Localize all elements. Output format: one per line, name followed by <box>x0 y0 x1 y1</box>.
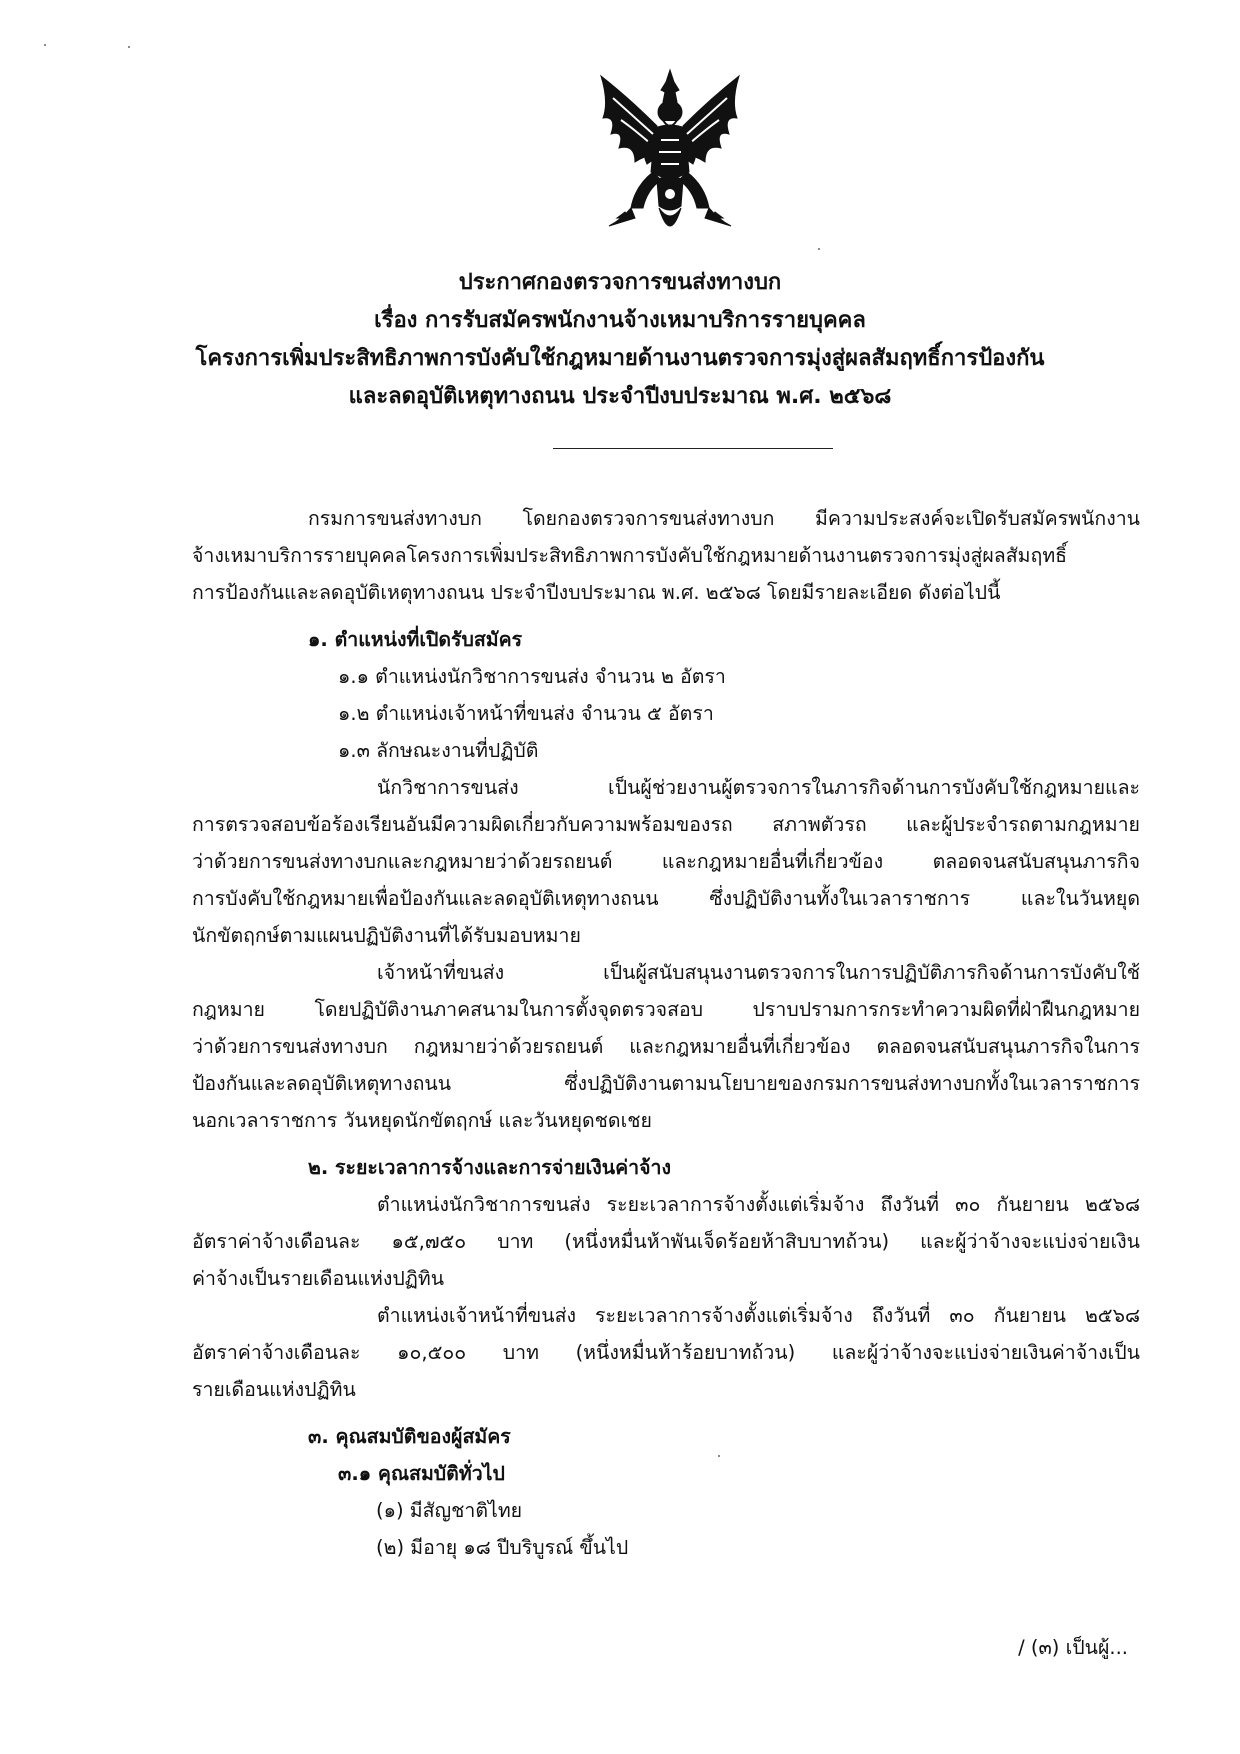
section-3-heading: ๓. คุณสมบัติของผู้สมัคร <box>308 1425 511 1448</box>
garuda-emblem-icon <box>595 68 745 246</box>
duty-transport-staff-line-3: ว่าด้วยการขนส่งทางบก กฎหมายว่าด้วยรถยนต์ และกฎหมายอื่นที่เกี่ยวข้อง ตลอดจนสนับสนุนภารกิจในการ <box>192 1035 1140 1058</box>
qualification-item-1: (๑) มีสัญชาติไทย <box>376 1499 523 1522</box>
announcement-title: ประกาศกองตรวจการขนส่งทางบก <box>458 270 782 295</box>
wage-transport-officer-line-2: อัตราค่าจ้างเดือนละ ๑๕,๗๕๐ บาท (หนึ่งหมื่นห้าพันเจ็ดร้อยห้าสิบบาทถ้วน) และผู้ว่าจ้างจะแบ่งจ่ายเงิน <box>192 1230 1140 1253</box>
section-3-subheading: ๓.๑ คุณสมบัติทั่วไป <box>338 1462 505 1485</box>
announcement-header <box>150 264 1090 416</box>
header-divider <box>553 448 833 449</box>
section-1-heading: ๑. ตำแหน่งที่เปิดรับสมัคร <box>308 628 523 651</box>
project-name-line-1: โครงการเพิ่มประสิทธิภาพการบังคับใช้กฎหมายด้านงานตรวจการมุ่งสู่ผลสัมฤทธิ์การป้องกัน <box>195 346 1045 371</box>
wage-transport-staff-line-3: รายเดือนแห่งปฏิทิน <box>192 1378 356 1401</box>
section-1-item-3: ๑.๓ ลักษณะงานที่ปฏิบัติ <box>338 739 539 762</box>
wage-transport-staff-line-1: ตำแหน่งเจ้าหน้าที่ขนส่ง ระยะเวลาการจ้างตั้งแต่เริ่มจ้าง ถึงวันที่ ๓๐ กันยายน ๒๕๖๘ <box>377 1304 1140 1327</box>
intro-line-3: การป้องกันและลดอุบัติเหตุทางถนน ประจำปีงบประมาณ พ.ศ. ๒๕๖๘ โดยมีรายละเอียด ดังต่อไปนี้ <box>192 581 1001 604</box>
section-1-item-1: ๑.๑ ตำแหน่งนักวิชาการขนส่ง จำนวน ๒ อัตรา <box>338 665 726 688</box>
duty-transport-officer-line-5: นักขัตฤกษ์ตามแผนปฏิบัติงานที่ได้รับมอบหมาย <box>192 924 581 947</box>
wage-transport-staff-line-2: อัตราค่าจ้างเดือนละ ๑๐,๕๐๐ บาท (หนึ่งหมื่นห้าร้อยบาทถ้วน) และผู้ว่าจ้างจะแบ่งจ่ายเงินค่าจ้างเป็น <box>192 1341 1140 1364</box>
duty-transport-officer-line-1: นักวิชาการขนส่ง เป็นผู้ช่วยงานผู้ตรวจการในภารกิจด้านการบังคับใช้กฎหมายและ <box>377 776 1140 799</box>
wage-transport-officer-line-1: ตำแหน่งนักวิชาการขนส่ง ระยะเวลาการจ้างตั้งแต่เริ่มจ้าง ถึงวันที่ ๓๐ กันยายน ๒๕๖๘ <box>377 1193 1140 1216</box>
announcement-body <box>192 500 1140 1566</box>
duty-transport-staff-line-4: ป้องกันและลดอุบัติเหตุทางถนน ซึ่งปฏิบัติงานตามนโยบายของกรมการขนส่งทางบกทั้งในเวลาราชการ <box>192 1072 1140 1095</box>
section-1-item-2: ๑.๒ ตำแหน่งเจ้าหน้าที่ขนส่ง จำนวน ๕ อัตรา <box>338 702 714 725</box>
page-continuation: / (๓) เป็นผู้... <box>1018 1636 1128 1659</box>
project-name-line-2: และลดอุบัติเหตุทางถนน ประจำปีงบประมาณ พ.ศ. ๒๕๖๘ <box>348 384 892 409</box>
qualification-item-2: (๒) มีอายุ ๑๘ ปีบริบูรณ์ ขึ้นไป <box>376 1536 629 1559</box>
duty-transport-officer-line-4: การบังคับใช้กฎหมายเพื่อป้องกันและลดอุบัติเหตุทางถนน ซึ่งปฏิบัติงานทั้งในเวลาราชการ และในวันหยุด <box>192 887 1140 910</box>
duty-transport-staff-line-1: เจ้าหน้าที่ขนส่ง เป็นผู้สนับสนุนงานตรวจการในการปฏิบัติภารกิจด้านการบังคับใช้ <box>377 961 1140 984</box>
duty-transport-staff-line-2: กฎหมาย โดยปฏิบัติงานภาคสนามในการตั้งจุดตรวจสอบ ปราบปรามการกระทำความผิดที่ฝ่าฝืนกฎหมาย <box>192 998 1140 1021</box>
duty-transport-officer-line-3: ว่าด้วยการขนส่งทางบกและกฎหมายว่าด้วยรถยนต์ และกฎหมายอื่นที่เกี่ยวข้อง ตลอดจนสนับสนุนภารกิจ <box>192 850 1140 873</box>
duty-transport-officer-line-2: การตรวจสอบข้อร้องเรียนอันมีความผิดเกี่ยวกับความพร้อมของรถ สภาพตัวรถ และผู้ประจำรถตามกฎหมาย <box>192 813 1140 836</box>
wage-transport-officer-line-3: ค่าจ้างเป็นรายเดือนแห่งปฏิทิน <box>192 1267 445 1290</box>
duty-transport-staff-line-5: นอกเวลาราชการ วันหยุดนักขัตฤกษ์ และวันหยุดชดเชย <box>192 1109 652 1132</box>
intro-line-1: กรมการขนส่งทางบก โดยกองตรวจการขนส่งทางบก มีความประสงค์จะเปิดรับสมัครพนักงาน <box>308 507 1140 530</box>
section-2-heading: ๒. ระยะเวลาการจ้างและการจ่ายเงินค่าจ้าง <box>308 1156 671 1179</box>
intro-line-2: จ้างเหมาบริการรายบุคคลโครงการเพิ่มประสิทธิภาพการบังคับใช้กฎหมายด้านงานตรวจการมุ่งสู่ผลสัมฤทธิ์ <box>192 544 1068 567</box>
announcement-subject: เรื่อง การรับสมัครพนักงานจ้างเหมาบริการรายบุคคล <box>374 308 866 333</box>
